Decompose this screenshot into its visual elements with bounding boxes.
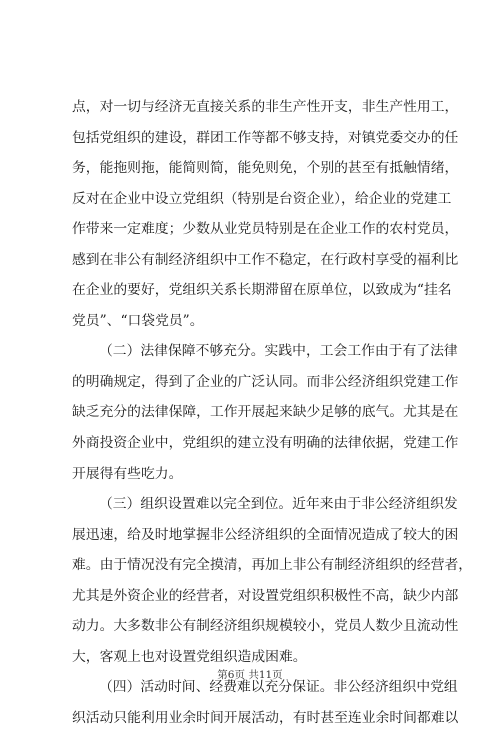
text-line: 缺乏充分的法律保障，工作开展起来缺少足够的底气。尤其是在 xyxy=(72,404,459,421)
text-line: 反对在企业中设立党组织（特别是台资企业），给企业的党建工 xyxy=(72,190,452,207)
text-line: 的明确规定，得到了企业的广泛认同。而非公经济组织党建工作 xyxy=(72,373,459,390)
text-line: 尤其是外资企业的经营者，对设置党组织积极性不高，缺少内部 xyxy=(72,587,459,604)
page-footer: 第6页 共11页 xyxy=(217,669,283,681)
text-line: 织活动只能利用业余时间开展活动，有时甚至连业余时间都难以 xyxy=(72,709,459,726)
text-line: 感到在非公有制经济组织中工作不稳定，在行政村享受的福利比 xyxy=(72,251,459,268)
text-line: 党员”、“口袋党员”。 xyxy=(72,312,204,329)
text-line: 难。由于情况没有完全摸清，再加上非公有制经济组织的经营者， xyxy=(72,557,473,574)
text-line: 大，客观上也对设置党组织造成困难。 xyxy=(72,648,307,665)
text-line: 包括党组织的建设，群团工作等都不够支持，对镇党委交办的任 xyxy=(72,129,459,146)
text-line: 开展得有些吃力。 xyxy=(72,465,183,482)
text-line: 作带来一定难度；少数从业党员特别是在企业工作的农村党员， xyxy=(72,221,459,238)
text-line: 动力。大多数非公有制经济组织规模较小，党员人数少且流动性 xyxy=(72,618,459,635)
text-line: 务，能拖则拖，能简则简，能免则免，个别的甚至有抵触情绪， xyxy=(72,160,459,177)
text-line: （二）法律保障不够充分。实践中，工会工作由于有了法律 xyxy=(99,343,458,360)
text-line: 点，对一切与经济无直接关系的非生产性开支，非生产性用工， xyxy=(72,99,459,115)
text-line: 外商投资企业中，党组织的建立没有明确的法律依据，党建工作 xyxy=(72,435,459,452)
body-text xyxy=(72,92,473,733)
text-line: （三）组织设置难以完全到位。近年来由于非公经济组织发 xyxy=(99,496,458,513)
text-line: 在企业的要好，党组织关系长期滞留在原单位，以致成为“挂名 xyxy=(72,282,452,299)
text-line: （四）活动时间、经费难以充分保证。非公经济组织中党组 xyxy=(99,679,458,696)
text-line: 展迅速，给及时地掌握非公经济组织的全面情况造成了较大的困 xyxy=(72,526,459,543)
